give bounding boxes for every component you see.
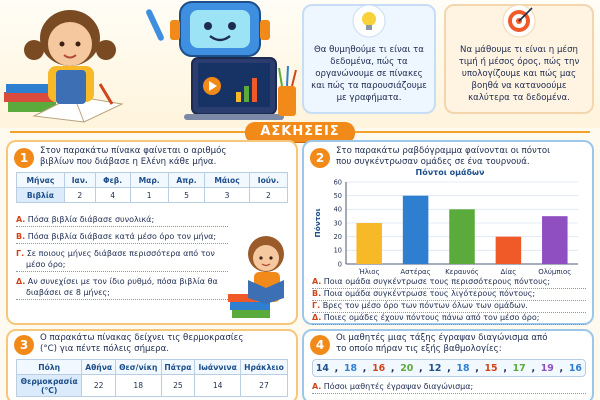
table-row-label: Βιβλία <box>17 188 65 203</box>
question-text: Σε ποιους μήνες διάβασε περισσότερα από τον <box>26 249 215 258</box>
y-tick-label: 20 <box>333 233 342 242</box>
scores-list <box>312 359 586 377</box>
table-value-cell: 1 <box>130 188 168 203</box>
table-value-cell: 25 <box>161 375 195 397</box>
team-points-bar-chart <box>312 178 586 276</box>
table-value-cell: 2 <box>64 188 95 203</box>
y-tick-label: 0 <box>337 260 342 269</box>
table-value-cell: 4 <box>95 188 130 203</box>
y-tick-label: 60 <box>333 178 342 187</box>
x-tick-label: Ολύμπιος <box>538 268 572 276</box>
answer-line[interactable] <box>16 243 228 244</box>
question <box>312 276 586 287</box>
table-header-cell: Φεβ. <box>95 173 130 188</box>
question <box>312 312 586 323</box>
row-label-line: Θερμοκρασία <box>20 376 78 386</box>
comma-separator: , <box>362 362 367 374</box>
score-value: 16 <box>372 362 386 374</box>
table-header-cell: Αθήνα <box>82 360 116 375</box>
exercise-number: 4 <box>310 335 330 355</box>
table-value-cell: 14 <box>195 375 241 397</box>
comma-separator: , <box>503 362 507 374</box>
question <box>312 381 586 392</box>
x-tick-label: Δίας <box>500 268 517 276</box>
table-header-cell: Θεσ/νίκη <box>115 360 161 375</box>
table-value-cell: 5 <box>168 188 205 203</box>
table-row-label <box>17 375 82 397</box>
question-text: Βρες τον μέσο όρο των πόντων όλων των ομάδων. <box>322 301 528 310</box>
exercise-number: 2 <box>310 148 330 168</box>
question-letter: Δ. <box>312 313 322 322</box>
lightbulb-icon <box>352 4 386 38</box>
bar-4 <box>496 237 522 264</box>
y-tick-label: 30 <box>333 219 342 228</box>
score-value: 14 <box>315 362 329 374</box>
reading-girl-illustration <box>4 4 144 124</box>
exercise-4-panel <box>302 329 594 400</box>
comma-separator: , <box>447 362 451 374</box>
exercises-title: ΑΣΚΗΣΕΙΣ <box>245 122 355 142</box>
answer-line[interactable] <box>312 393 586 394</box>
score-value: 16 <box>568 362 582 374</box>
comma-separator: , <box>531 362 535 374</box>
comma-separator: , <box>334 362 339 374</box>
question-text: Πόσοι μαθητές έγραψαν διαγώνισμα; <box>323 382 474 391</box>
question-letter: Β. <box>312 289 322 298</box>
info-card-text: Θα θυμηθούμε τι είναι τα δεδομένα, πώς τα οργανώνουμε σε πίνακες και πώς τα παρουσιάζουμε με γραφήματα. <box>311 45 427 103</box>
table-header-cell: Πάτρα <box>161 360 195 375</box>
table-header-cell: Ιούν. <box>249 173 287 188</box>
question-letter: Α. <box>312 277 322 286</box>
info-card-mean-goal <box>444 4 594 114</box>
table-header-cell: Μάιος <box>205 173 249 188</box>
exercise-number: 1 <box>14 148 34 168</box>
question-text: Πόσα βιβλία διάβασε συνολικά; <box>27 215 155 224</box>
bar-5 <box>542 216 568 264</box>
question-letter: Γ. <box>16 249 25 258</box>
chart-title: Πόντοι ομάδων <box>415 168 485 177</box>
score-value: 12 <box>428 362 442 374</box>
y-tick-label: 10 <box>333 246 342 255</box>
exercise-intro: Στον παρακάτω πίνακα φαίνεται ο αριθμός βιβλίων που διάβασε η Ελένη κάθε μήνα. <box>40 146 227 167</box>
table-value-cell: 2 <box>249 188 287 203</box>
x-tick-label: Ήλιος <box>358 268 380 276</box>
score-value: 18 <box>343 362 358 374</box>
question-letter: Α. <box>16 215 26 224</box>
answer-line[interactable] <box>312 324 586 325</box>
x-tick-label: Κεραυνός <box>445 268 479 276</box>
question-letter: Γ. <box>312 301 321 310</box>
exercise-number: 3 <box>14 335 34 355</box>
temperature-table <box>16 359 288 397</box>
exercise-2-panel <box>302 140 594 325</box>
x-tick-label: Αστέρας <box>400 268 431 276</box>
exercise-intro: Ο παρακάτω πίνακας δείχνει τις θερμοκρασίες (°C) για πέντε πόλεις σήμερα. <box>40 333 244 354</box>
table-header-cell: Πόλη <box>17 360 82 375</box>
question <box>16 248 228 270</box>
question <box>312 288 586 299</box>
question-text: Ποια ομάδα συγκέντρωσε τους λιγότερους πόντους; <box>323 289 536 298</box>
robot-with-laptop-illustration <box>140 0 300 124</box>
question-text: Ποιες ομάδες έχουν πόντους πάνω από τον μέσο όρο; <box>323 313 540 322</box>
exercise-3-panel <box>6 329 298 400</box>
table-value-cell: 27 <box>240 375 287 397</box>
table-header-cell: Μαρ. <box>130 173 168 188</box>
table-header-cell: Ιωάννινα <box>195 360 241 375</box>
books-table <box>16 172 288 203</box>
comma-separator: , <box>475 362 479 374</box>
table-value-cell: 18 <box>115 375 161 397</box>
table-header-cell: Μήνας <box>17 173 65 188</box>
target-icon <box>502 4 536 38</box>
question-text: Ποια ομάδα συγκέντρωσε τους περισσότερους πόντους; <box>323 277 551 286</box>
reading-child-illustration <box>226 232 296 324</box>
y-axis-label: Πόντοι <box>313 208 322 238</box>
question <box>16 214 228 225</box>
comma-separator: , <box>390 362 395 374</box>
table-header-cell: Ιαν. <box>64 173 95 188</box>
table-header-cell: Ηράκλειο <box>240 360 287 375</box>
score-value: 15 <box>484 362 498 374</box>
exercise-1-panel <box>6 140 298 325</box>
question <box>312 300 586 311</box>
info-card-text: Να μάθουμε τι είναι η μέση τιμή ή μέσος όρος, πώς την υπολογίζουμε και πώς μας βοηθά να κατανοούμε καλύτερα τα δεδομένα. <box>458 45 580 103</box>
score-value: 18 <box>456 362 470 374</box>
question-text: διαβάσει σε 8 μήνες; <box>26 288 110 297</box>
hero-header <box>0 0 600 128</box>
comma-separator: , <box>559 362 564 374</box>
question-text: Πόσα βιβλία διάβασε κατά μέσο όρο τον μήνα; <box>27 232 217 241</box>
exercise-intro: Οι μαθητές μιας τάξης έγραψαν διαγώνισμα από το οποίο πήραν τις εξής βαθμολογίες: <box>336 333 548 354</box>
question <box>16 276 228 298</box>
question-letter: Β. <box>16 232 26 241</box>
bar-1 <box>356 223 382 264</box>
table-value-cell: 22 <box>82 375 116 397</box>
table-header-cell: Απρ. <box>168 173 205 188</box>
y-tick-label: 50 <box>333 192 342 201</box>
row-label-line: (°C) <box>41 385 58 395</box>
comma-separator: , <box>419 362 423 374</box>
exercise-intro: Στο παρακάτω ραβδόγραμμα φαίνονται οι πόντοι που συγκέντρωσαν ομάδες σε ένα τουρνουά. <box>336 146 551 167</box>
score-value: 20 <box>400 362 414 374</box>
info-card-data-review <box>302 4 436 114</box>
score-value: 17 <box>512 362 526 374</box>
bar-3 <box>449 209 475 264</box>
question-letter: Α. <box>312 382 322 391</box>
answer-line[interactable] <box>16 299 228 300</box>
question-letter: Δ. <box>16 277 26 286</box>
y-tick-label: 40 <box>333 205 342 214</box>
score-value: 19 <box>540 362 554 374</box>
question-text: Αν συνεχίσει με τον ίδιο ρυθμό, πόσα βιβλία θα <box>27 277 218 286</box>
question <box>16 231 228 242</box>
answer-line[interactable] <box>16 271 228 272</box>
bar-2 <box>403 196 429 264</box>
table-value-cell: 3 <box>205 188 249 203</box>
question-text: μέσο όρο; <box>26 260 66 269</box>
answer-line[interactable] <box>16 226 228 227</box>
